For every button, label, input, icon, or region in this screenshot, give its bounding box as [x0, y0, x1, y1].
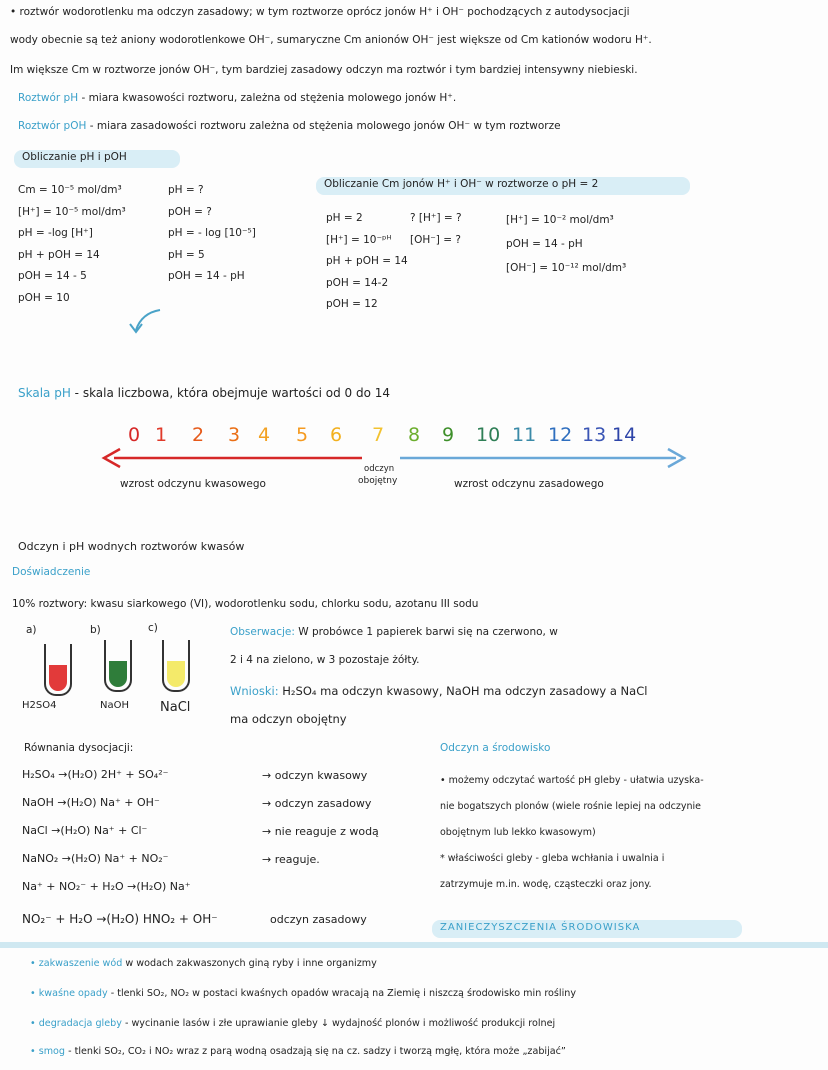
equation: H₂SO₄ →(H₂O) 2H⁺ + SO₄²⁻ — [22, 768, 169, 781]
environment-line: zatrzymuje m.in. wodę, cząsteczki oraz jony. — [440, 879, 652, 890]
conclusions-line-2: ma odczyn obojętny — [230, 712, 347, 726]
calc1-left-line: pOH = 14 - 5 — [18, 270, 87, 282]
pollution-item — [30, 1046, 566, 1057]
ph-number-9: 9 — [442, 424, 455, 446]
calc1-left-column — [18, 180, 126, 309]
pollution-term: • degradacja gleby — [30, 1018, 122, 1029]
calc1-right-line: pH = - log [10⁻⁵] — [168, 227, 256, 239]
pollution-text: - tlenki SO₂, CO₂ i NO₂ wraz z parą wodną osadzają się na cz. sadzy i tworzą mgłę, która może „zabijać” — [65, 1046, 566, 1057]
calc2-line: pOH = 14-2 — [326, 276, 389, 289]
equation-note: → reaguje. — [262, 853, 320, 866]
environment-line: nie bogatszych plonów (wiele rośnie lepiej na odczynie — [440, 801, 702, 812]
calc2-title: Obliczanie Cm jonów H⁺ i OH⁻ w roztworze o pH = 2 — [324, 178, 599, 190]
observations — [230, 626, 558, 638]
environment-text — [440, 768, 704, 898]
tube-liquid — [49, 665, 67, 691]
pollution-text: - tlenki SO₂, NO₂ w postaci kwaśnych opadów wracają na Ziemię i niszczą środowisko min rośliny — [107, 988, 577, 999]
ph-scale-arrow — [100, 446, 690, 470]
solutions-text: 10% roztwory: kwasu siarkowego (VI), wodorotlenku sodu, chlorku sodu, azotanu III sodu — [12, 598, 479, 610]
pollution-item — [30, 1018, 555, 1029]
curved-arrow-icon — [126, 300, 166, 336]
definition-poh-term: Roztwór pOH — [18, 120, 87, 132]
scale-term: Skala pH — [18, 386, 71, 400]
base-label: wzrost odczynu zasadowego — [454, 478, 604, 490]
observations-line-2: 2 i 4 na zielono, w 3 pozostaje żółty. — [230, 654, 420, 666]
equation-note: → odczyn kwasowy — [262, 769, 368, 782]
equations-title: Równania dysocjacji: — [24, 742, 134, 754]
tube-label: H2SO4 — [22, 700, 57, 711]
tube-letter: a) — [26, 624, 37, 636]
tube-letter: b) — [90, 624, 101, 636]
calc1-right-line: pH = 5 — [168, 248, 205, 261]
calc1-right-line: pOH = 14 - pH — [168, 270, 245, 282]
test-tube-b — [104, 640, 132, 692]
ph-number-13: 13 — [582, 424, 607, 446]
tube-label: NaCl — [160, 700, 191, 715]
pollution-item — [30, 988, 576, 999]
intro-line-2: wody obecnie są też aniony wodorotlenkowe OH⁻, sumaryczne Cm anionów OH⁻ jest większe od Cm kationów wodoru H⁺. — [10, 34, 652, 46]
ph-number-2: 2 — [192, 424, 205, 446]
ph-number-7: 7 — [372, 424, 385, 446]
tube-liquid — [167, 661, 185, 687]
scale-definition — [18, 386, 390, 400]
calc1-title: Obliczanie pH i pOH — [22, 151, 127, 163]
experiment-label: Doświadczenie — [12, 566, 91, 578]
ph-number-1: 1 — [155, 424, 168, 446]
definition-ph-term: Roztwór pH — [18, 92, 79, 104]
calc1-right-line: pH = ? — [168, 184, 204, 196]
equation: Na⁺ + NO₂⁻ + H₂O →(H₂O) Na⁺ — [22, 880, 191, 893]
calc2-line: ? [H⁺] = ? — [410, 212, 462, 224]
equation: NaCl →(H₂O) Na⁺ + Cl⁻ — [22, 824, 148, 837]
equation-note: odczyn zasadowy — [270, 913, 367, 926]
environment-line: • możemy odczytać wartość pH gleby - ułatwia uzyska- — [440, 775, 704, 786]
test-tube-a — [44, 644, 72, 696]
calc1-left-line: [H⁺] = 10⁻⁵ mol/dm³ — [18, 205, 126, 218]
conclusions-term: Wnioski: — [230, 684, 279, 698]
calc1-right-column — [168, 180, 256, 288]
equation: NO₂⁻ + H₂O →(H₂O) HNO₂ + OH⁻ — [22, 912, 218, 926]
calc2-line: [OH⁻] = 10⁻¹² mol/dm³ — [506, 262, 627, 274]
calc2-line: pH + pOH = 14 — [326, 255, 408, 267]
calc2-line: [OH⁻] = ? — [410, 233, 461, 246]
acid-label: wzrost odczynu kwasowego — [120, 478, 266, 490]
observations-term: Obserwacje: — [230, 626, 295, 638]
calc2-line: [H⁺] = 10⁻² mol/dm³ — [506, 214, 614, 226]
environment-line: obojętnym lub lekko kwasowym) — [440, 827, 596, 838]
calc2-column-3 — [506, 208, 626, 280]
calc1-left-line: pOH = 10 — [18, 291, 70, 304]
calc1-left-line: pH + pOH = 14 — [18, 248, 100, 261]
calc2-line: [H⁺] = 10⁻ᵖᴴ — [326, 233, 392, 246]
section2-title: Odczyn i pH wodnych roztworów kwasów — [18, 540, 245, 553]
intro-line-3: Im większe Cm w roztworze jonów OH⁻, tym bardziej zasadowy odczyn ma roztwór i tym bardziej intensywny niebieski. — [10, 64, 638, 76]
pollution-term: • smog — [30, 1046, 66, 1057]
test-tube-c — [162, 640, 190, 692]
environment-line: * właściwości gleby - gleba wchłania i uwalnia i — [440, 853, 665, 864]
calc2-column-1 — [326, 208, 408, 316]
observations-line: W probówce 1 papierek barwi się na czerwono, w — [294, 626, 558, 638]
calc2-column-2 — [410, 208, 462, 251]
calc2-line: pH = 2 — [326, 212, 363, 224]
ph-number-0: 0 — [128, 424, 141, 446]
definition-ph-text: - miara kwasowości roztworu, zależna od stężenia molowego jonów H⁺. — [78, 92, 457, 104]
ph-number-3: 3 — [228, 424, 241, 446]
pollution-text: w wodach zakwaszonych giną ryby i inne organizmy — [122, 958, 377, 969]
scale-text: - skala liczbowa, która obejmuje wartości od 0 do 14 — [70, 386, 390, 400]
equation-note: → odczyn zasadowy — [262, 797, 372, 810]
ph-number-8: 8 — [408, 424, 421, 446]
calc1-right-line: pOH = ? — [168, 205, 212, 218]
tube-label: NaOH — [100, 700, 129, 711]
neutral-label-2: obojętny — [358, 476, 398, 486]
calc2-line: pOH = 14 - pH — [506, 238, 583, 250]
calc1-left-line: pH = -log [H⁺] — [18, 227, 93, 239]
ph-number-11: 11 — [512, 424, 537, 446]
pollution-divider — [0, 942, 828, 948]
ph-number-10: 10 — [476, 424, 501, 446]
pollution-term: • kwaśne opady — [30, 988, 108, 999]
pollution-item — [30, 958, 377, 969]
calc2-line: pOH = 12 — [326, 298, 378, 310]
pollution-text: - wycinanie lasów i złe uprawianie gleby ↓ wydajność plonów i możliwość produkcji rolnej — [121, 1018, 556, 1029]
definition-poh-text: - miara zasadowości roztworu zależna od stężenia molowego jonów OH⁻ w tym roztworze — [86, 120, 561, 132]
ph-number-5: 5 — [296, 424, 309, 446]
intro-line-1: • roztwór wodorotlenku ma odczyn zasadowy; w tym roztworze oprócz jonów H⁺ i OH⁻ pochodzących z autodysocjacji — [10, 6, 630, 18]
calc1-left-line: Cm = 10⁻⁵ mol/dm³ — [18, 184, 122, 196]
ph-number-12: 12 — [548, 424, 573, 446]
tube-liquid — [109, 661, 127, 687]
tube-letter: c) — [148, 622, 158, 634]
ph-number-6: 6 — [330, 424, 343, 446]
conclusions — [230, 684, 647, 698]
equation: NaOH →(H₂O) Na⁺ + OH⁻ — [22, 796, 160, 809]
ph-number-4: 4 — [258, 424, 271, 446]
equation-note: → nie reaguje z wodą — [262, 825, 379, 838]
pollution-term: • zakwaszenie wód — [30, 958, 123, 969]
neutral-label-1: odczyn — [364, 464, 395, 474]
environment-title: Odczyn a środowisko — [440, 742, 551, 754]
pollution-title: ZANIECZYSZCZENIA ŚRODOWISKA — [440, 922, 641, 933]
definition-ph — [18, 92, 456, 104]
definition-poh — [18, 120, 561, 132]
equation: NaNO₂ →(H₂O) Na⁺ + NO₂⁻ — [22, 852, 169, 865]
ph-number-14: 14 — [612, 424, 637, 446]
conclusions-line: H₂SO₄ ma odczyn kwasowy, NaOH ma odczyn zasadowy a NaCl — [278, 684, 648, 698]
